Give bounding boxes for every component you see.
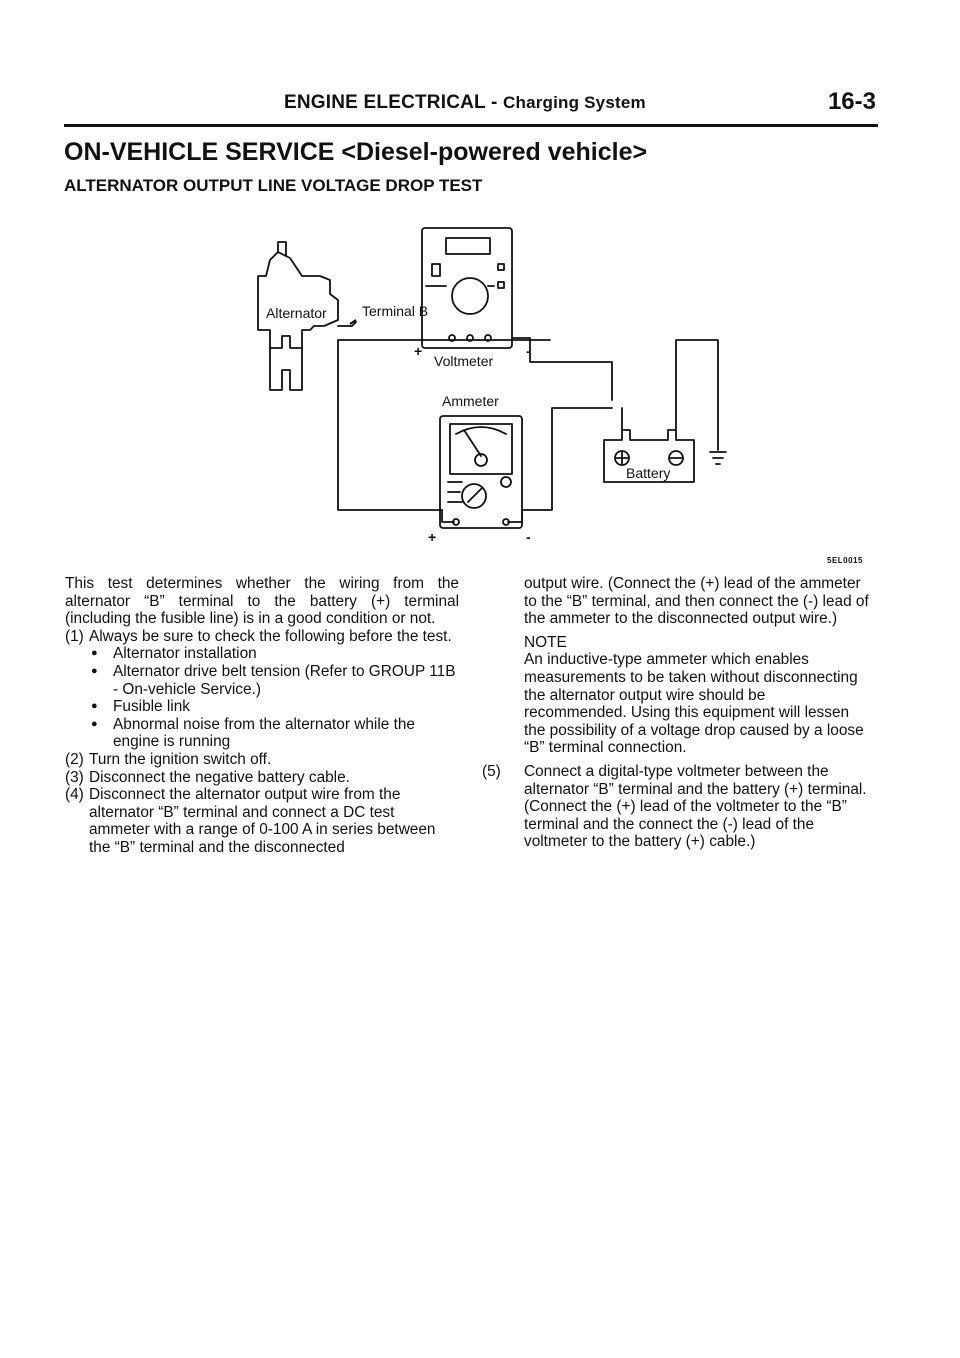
label-voltmeter: Voltmeter: [434, 353, 494, 369]
label-terminal-b: Terminal B: [362, 303, 429, 319]
step-3-text: Disconnect the negative battery cable.: [89, 768, 350, 786]
note-text: An inductive-type ammeter which enables measurements to be taken without disconnecting the alternator output wire should be recommended. Using this equipment will lessen the possibility of a voltage drop caused by a loose “B” terminal connection.: [524, 651, 864, 757]
alternator-body: [258, 252, 338, 348]
note-label: NOTE: [524, 633, 567, 651]
step-2-number: (2): [65, 750, 84, 768]
step-5-number: (5): [482, 762, 501, 780]
step-1-number: (1): [65, 627, 84, 645]
ammeter-plus: +: [428, 529, 437, 545]
step-4-number: (4): [65, 786, 84, 804]
section-subtitle: ALTERNATOR OUTPUT LINE VOLTAGE DROP TEST: [64, 176, 483, 195]
left-column: [65, 575, 459, 857]
ammeter-body: [440, 416, 522, 528]
label-battery: Battery: [626, 465, 671, 481]
step-5: [482, 763, 872, 851]
step-3: [65, 769, 459, 787]
step-5-text: Connect a digital-type voltmeter between the alternator “B” terminal and the battery (+) terminal. (Connect the (+) lead of the voltmeter to the “B” terminal and the connect the (-) lead of the voltmeter to the battery (+) cable.): [524, 762, 867, 851]
voltmeter-plus: +: [414, 343, 423, 359]
list-item: ● Alternator drive belt tension (Refer to GROUP 11B - On-vehicle Service.): [89, 663, 459, 698]
step-4-continued: output wire. (Connect the (+) lead of the ammeter to the “B” terminal, and then connect the (-) lead of the ammeter to the disconnected output wire.): [524, 575, 869, 628]
header-separator: -: [491, 92, 498, 113]
header-title: [284, 92, 646, 114]
step-3-number: (3): [65, 768, 84, 786]
page-header: [64, 86, 878, 127]
step-1: [65, 628, 459, 646]
right-column: [482, 575, 872, 851]
figure-code: 5EL0015: [827, 556, 863, 565]
step-2: [65, 751, 459, 769]
list-item: ● Abnormal noise from the alternator while the engine is running: [89, 716, 459, 751]
step-4-text: Disconnect the alternator output wire from the alternator “B” terminal and connect a DC test ammeter with a range of 0-100 A in series between the “B” terminal and the disconnected: [89, 786, 436, 856]
voltmeter-display: [446, 238, 490, 254]
label-alternator: Alternator: [266, 305, 327, 321]
header-subtitle: Charging System: [503, 93, 646, 112]
list-item: ● Alternator installation: [89, 645, 459, 663]
voltmeter-minus: -: [526, 343, 531, 359]
header-section: ENGINE ELECTRICAL: [284, 92, 486, 113]
section-title: ON-VEHICLE SERVICE <Diesel-powered vehicle>: [64, 138, 648, 166]
intro-paragraph: This test determines whether the wiring from the alternator “B” terminal to the battery (+) terminal (including the fusible line) is in a good condition or not.: [65, 575, 459, 628]
voltmeter-dial: [452, 278, 488, 314]
list-item: ● Fusible link: [89, 698, 459, 716]
step-1-text: Always be sure to check the following before the test.: [89, 627, 452, 645]
step-4: [65, 786, 459, 856]
ammeter-minus: -: [526, 529, 531, 545]
page-number: 16-3: [827, 88, 876, 115]
step-2-text: Turn the ignition switch off.: [89, 750, 272, 768]
check-list: [65, 645, 459, 751]
wiring-diagram: [230, 220, 740, 550]
label-ammeter: Ammeter: [442, 393, 499, 409]
